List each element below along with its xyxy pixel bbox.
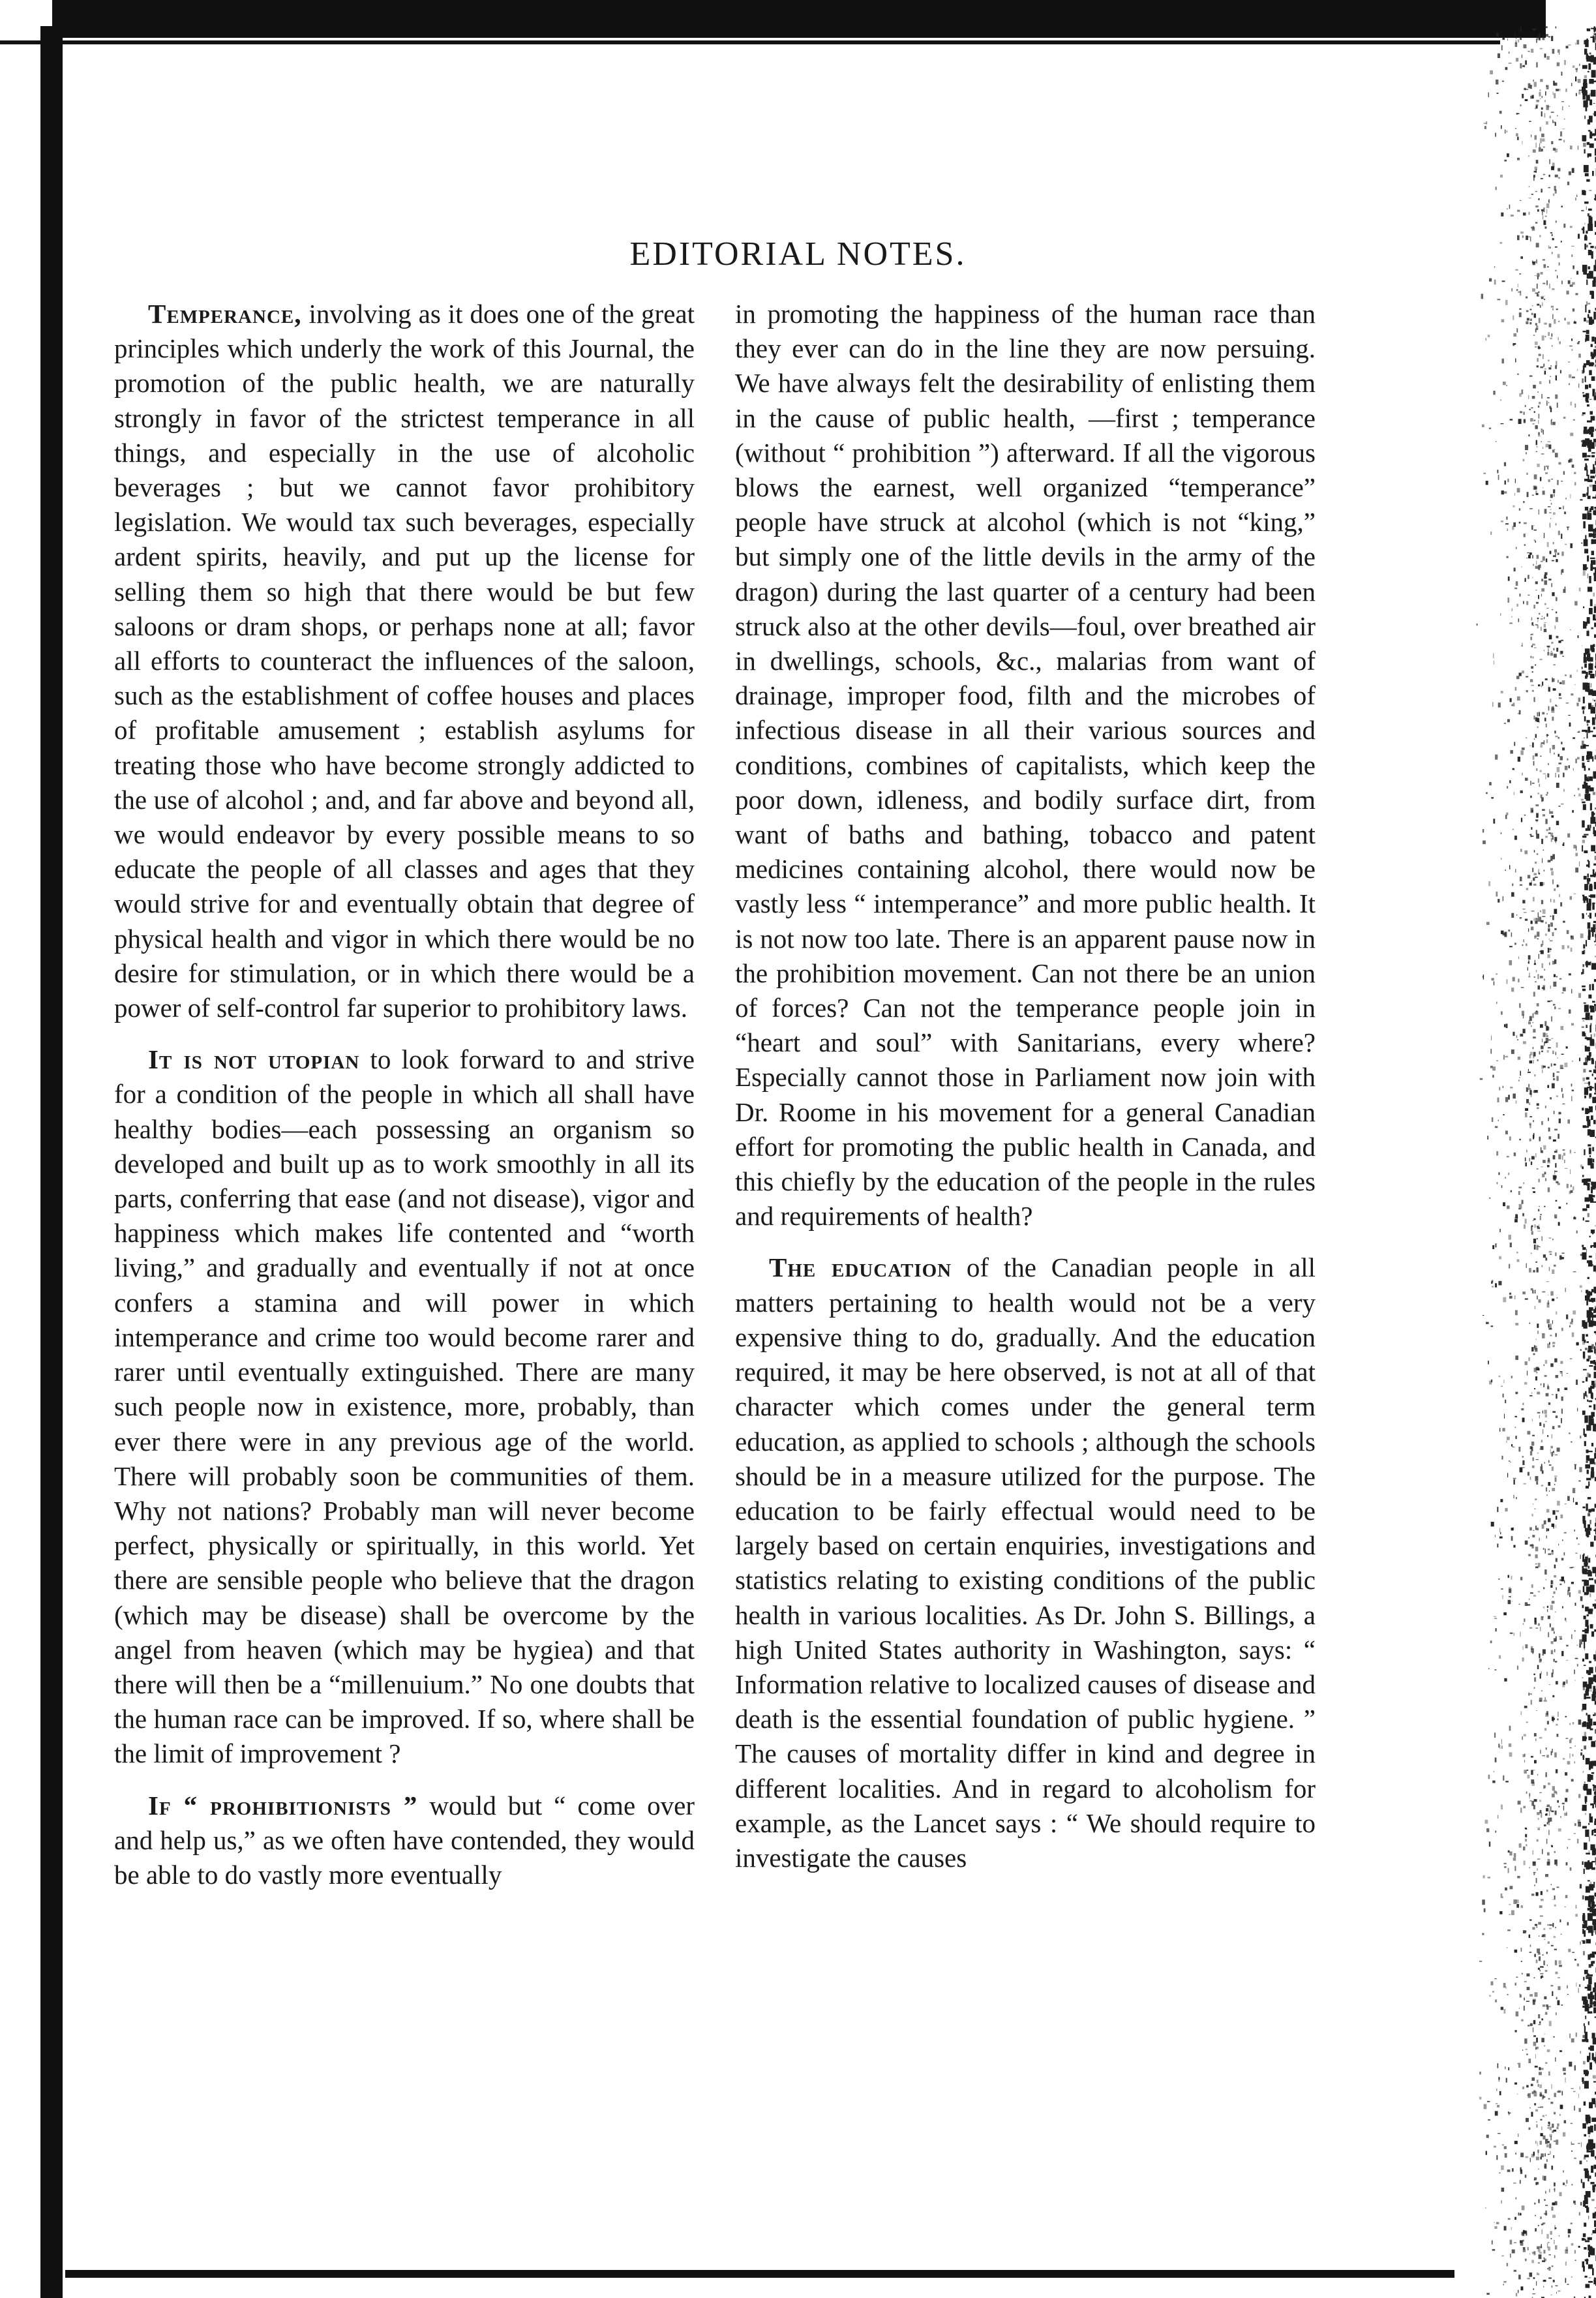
- right-column: [735, 297, 1316, 1892]
- paragraph-lead: It is not utopian: [148, 1044, 360, 1075]
- paragraph-utopian: [114, 1042, 695, 1771]
- paragraph-temperance: [114, 297, 695, 1025]
- scan-border-left: [40, 26, 63, 2298]
- paragraph-body: in promoting the happiness of the human race than they ever can do in the line they are now persuing. We have always felt the desirability of enlisting them in the cause of public health, —first ; temperance (without “ prohibition ”) afterward. If all the vigorous blows the earnest, well organized “temperance” people have struck at alcohol (which is not “king,” but simply one of the little devils in the army of the dragon) during the last quarter of a century had been struck also at the other devils—foul, over breathed air in dwellings, schools, &c., malarias from want of drainage, improper food, filth and the microbes of infectious disease in all their various sources and conditions, combines of capitalists, which keep the poor down, idleness, and bodily surface dirt, from want of baths and bathing, tobacco and patent medicines containing alcohol, there would now be vastly less “ intemperance” and more public health. It is not now too late. There is an apparent pause now in the prohibition movement. Can not there be an union of forces? Can not the temperance people join in “heart and soul” with Sanitarians, every where? Especially cannot those in Parliament now join with Dr. Roome in his movement for a general Canadian effort for promoting the public health in Canada, and this chiefly by the education of the people in the rules and requirements of health?: [735, 299, 1316, 1232]
- scan-border-top-thin: [0, 40, 1500, 44]
- scan-border-top: [52, 0, 1546, 38]
- paragraph-prohibitionists: [114, 1789, 695, 1893]
- paragraph-education: [735, 1250, 1316, 1875]
- paragraph-body: involving as it does one of the great principles which underly the work of this Journal, the promotion of the public health, we are naturally strongly in favor of the strictest temperance in all things, and especially in the use of alcoholic beverages ; but we cannot favor prohibitory legislation. We would tax such beverages, especially ardent spirits, heavily, and put up the license for selling them so high that there would be but few saloons or dram shops, or perhaps none at all; favor all efforts to counteract the influences of the saloon, such as the establishment of coffee houses and places of profitable amusement ; establish asylums for treating those who have become strongly addicted to the use of alcohol ; and, and far above and beyond all, we would endeavor by every possible means to so educate the people of all classes and ages that they would strive for and eventually obtain that degree of physical health and vigor in which there would be no desire for stimulation, or in which there would be a power of self-control far superior to prohibitory laws.: [114, 299, 695, 1023]
- paragraph-lead: Temperance,: [148, 299, 302, 329]
- paragraph-body: of the Canadian people in all matters pertaining to health would not be a very expensive thing to do, gradually. And the education required, it may be here observed, is not at all of that character which comes under the general term education, as applied to schools ; although the schools should be in a measure utilized for the purpose. The education to be fairly effectual would need to be largely based on certain enquiries, investigations and statistics relating to existing conditions of the public health in various localities. As Dr. John S. Billings, a high United States authority in Washington, says: “ Information relative to localized causes of disease and death is the essential foundation of public hygiene. ” The causes of mortality differ in kind and degree in different localities. And in regard to alcoholism for example, as the Lancet says : “ We should require to investigate the causes: [735, 1252, 1316, 1873]
- paragraph-body: to look forward to and strive for a condition of the people in which all shall have healthy bodies—each possessing an organism so developed and built up as to work smoothly in all its parts, conferring that ease (and not disease), vigor and happiness which makes life contented and “worth living,” and gradually and eventually if not at once confers a stamina and will power in which intemperance and crime too would become rarer and rarer until eventually extinguished. There are many such people now in existence, more, probably, than ever there were in any previous age of the world. There will probably soon be communities of them. Why not nations? Probably man will never become perfect, physically or spiritually, in this world. Yet there are sensible people who believe that the dragon (which may be disease) shall be overcome by the angel from heaven (which may be hygiea) and that there will then be a “millenuium.” No one doubts that the human race can be improved. If so, where shall be the limit of improvement ?: [114, 1044, 695, 1769]
- paragraph-lead: The education: [769, 1252, 952, 1283]
- scan-noise-right-edge: [1419, 26, 1596, 2298]
- paragraph-continued: [735, 297, 1316, 1233]
- paragraph-lead: If “ prohibitionists ”: [148, 1790, 418, 1821]
- paragraph-body: would but “ come over and help us,” as we often have contended, they would be able to do vastly more eventually: [114, 1790, 695, 1890]
- page-title: EDITORIAL NOTES.: [629, 235, 967, 273]
- scan-border-bottom: [65, 2270, 1454, 2278]
- left-column: [114, 297, 695, 1909]
